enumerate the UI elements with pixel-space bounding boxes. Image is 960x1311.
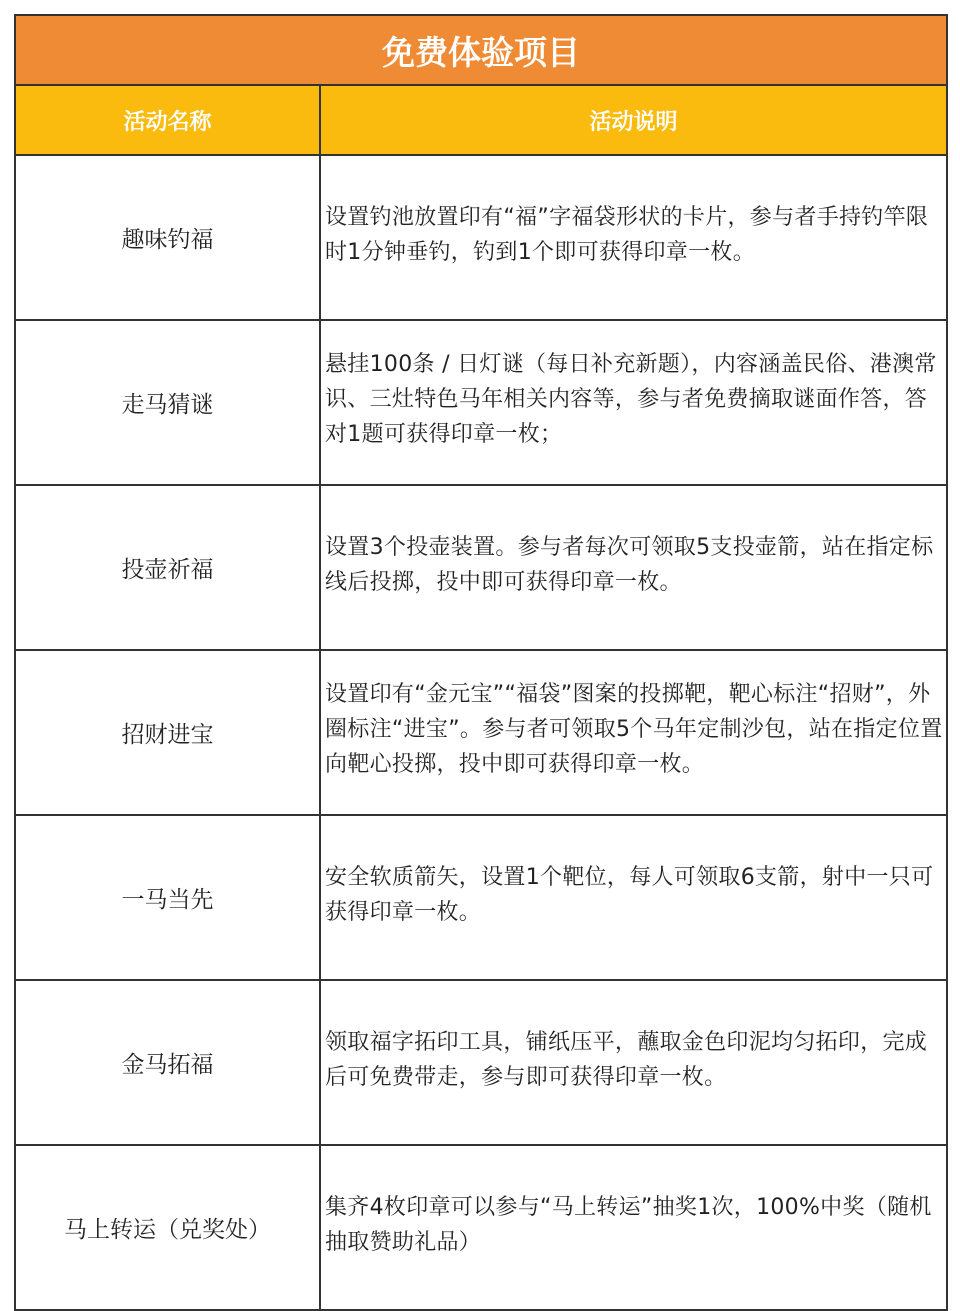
table-row: [15, 980, 947, 1145]
table-row: [15, 815, 947, 980]
activity-name: 招财进宝: [15, 650, 320, 815]
activity-name: 马上转运（兑奖处）: [15, 1145, 320, 1310]
table-row: [15, 155, 947, 320]
activity-desc: 领取福字拓印工具，铺纸压平，蘸取金色印泥均匀拓印，完成后可免费带走，参与即可获得印章一枚。: [320, 980, 947, 1145]
column-header-desc: 活动说明: [320, 85, 947, 155]
table-row: [15, 650, 947, 815]
activity-table: [14, 14, 948, 1311]
activity-name: 趣味钓福: [15, 155, 320, 320]
activity-desc: 设置钓池放置印有“福”字福袋形状的卡片，参与者手持钓竿限时1分钟垂钓，钓到1个即可获得印章一枚。: [320, 155, 947, 320]
title-row: [15, 15, 947, 85]
header-row: [15, 85, 947, 155]
activity-desc: 安全软质箭矢，设置1个靶位，每人可领取6支箭，射中一只可获得印章一枚。: [320, 815, 947, 980]
activity-desc: 设置3个投壶装置。参与者每次可领取5支投壶箭，站在指定标线后投掷，投中即可获得印章一枚。: [320, 485, 947, 650]
activity-name: 一马当先: [15, 815, 320, 980]
activity-desc: 悬挂100条 / 日灯谜（每日补充新题），内容涵盖民俗、港澳常识、三灶特色马年相关内容等，参与者免费摘取谜面作答，答对1题可获得印章一枚；: [320, 320, 947, 485]
activity-desc: 集齐4枚印章可以参与“马上转运”抽奖1次，100%中奖（随机抽取赞助礼品）: [320, 1145, 947, 1310]
table-title: 免费体验项目: [15, 15, 947, 85]
table-row: [15, 320, 947, 485]
activity-name: 走马猜谜: [15, 320, 320, 485]
activity-name: 投壶祈福: [15, 485, 320, 650]
table-row: [15, 485, 947, 650]
table-row: [15, 1145, 947, 1310]
column-header-name: 活动名称: [15, 85, 320, 155]
activity-desc: 设置印有“金元宝”“福袋”图案的投掷靶，靶心标注“招财”，外圈标注“进宝”。参与者可领取5个马年定制沙包，站在指定位置向靶心投掷，投中即可获得印章一枚。: [320, 650, 947, 815]
activity-name: 金马拓福: [15, 980, 320, 1145]
